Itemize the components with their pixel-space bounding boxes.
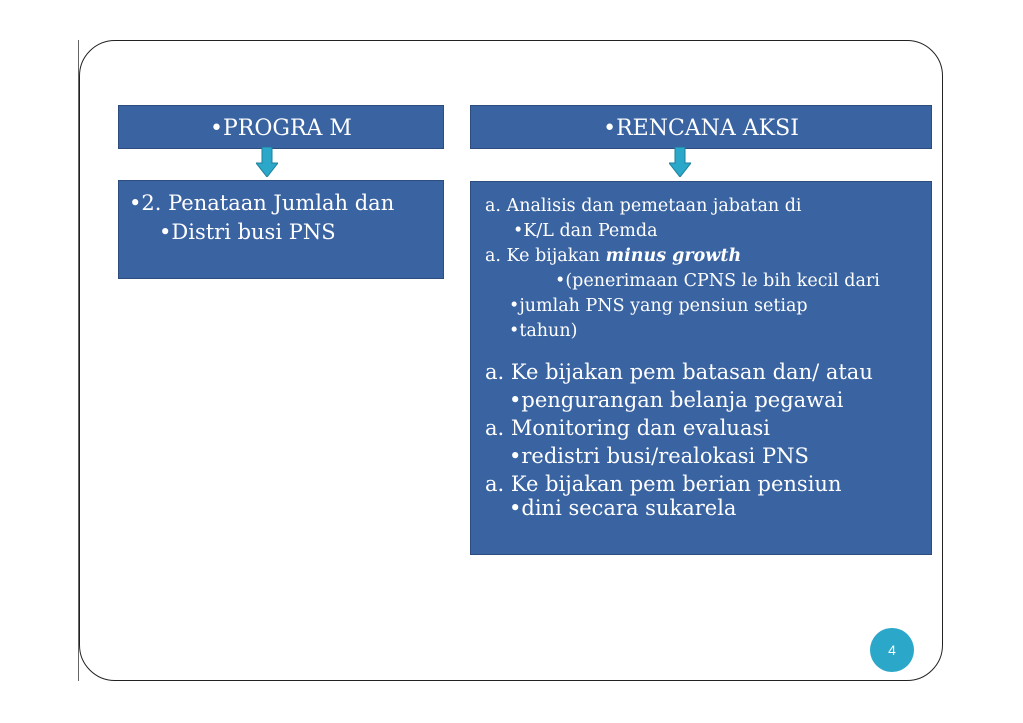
header-program [118, 105, 444, 149]
page-number: 4 [888, 642, 896, 658]
rencana-line: •dini secara sukarela [509, 496, 737, 520]
rencana-line: a. Ke bijakan pem batasan dan/ atau [485, 360, 873, 384]
arrow-down-icon [256, 147, 278, 177]
program-content-box [118, 180, 444, 279]
header-rencana-aksi [470, 105, 932, 149]
rencana-line: •(penerimaan CPNS le bih kecil dari [555, 271, 880, 291]
header-rencana-label: •RENCANA AKSI [603, 116, 799, 141]
program-line-2: •Distri busi PNS [159, 220, 336, 244]
rencana-line-prefix: a. Ke bijakan [485, 246, 606, 266]
minus-growth-emphasis: minus growth [605, 246, 742, 266]
rencana-line: a. Monitoring dan evaluasi [485, 416, 770, 440]
program-line-1: •2. Penataan Jumlah dan [129, 191, 395, 215]
rencana-line: a. Ke bijakan pem berian pensiun [485, 472, 842, 496]
rencana-line [485, 244, 931, 269]
rencana-line: •tahun) [509, 321, 578, 341]
rencana-content-box [470, 181, 932, 555]
page-number-badge [870, 628, 914, 672]
header-program-label: •PROGRA M [210, 116, 352, 141]
rencana-line: •jumlah PNS yang pensiun setiap [509, 296, 808, 316]
arrow-down-icon [669, 147, 691, 177]
rencana-line: •redistri busi/realokasi PNS [509, 444, 809, 468]
rencana-line: •pengurangan belanja pegawai [509, 388, 844, 412]
rencana-line: a. Analisis dan pemetaan jabatan di [485, 196, 802, 216]
rencana-line: •K/L dan Pemda [513, 221, 658, 241]
